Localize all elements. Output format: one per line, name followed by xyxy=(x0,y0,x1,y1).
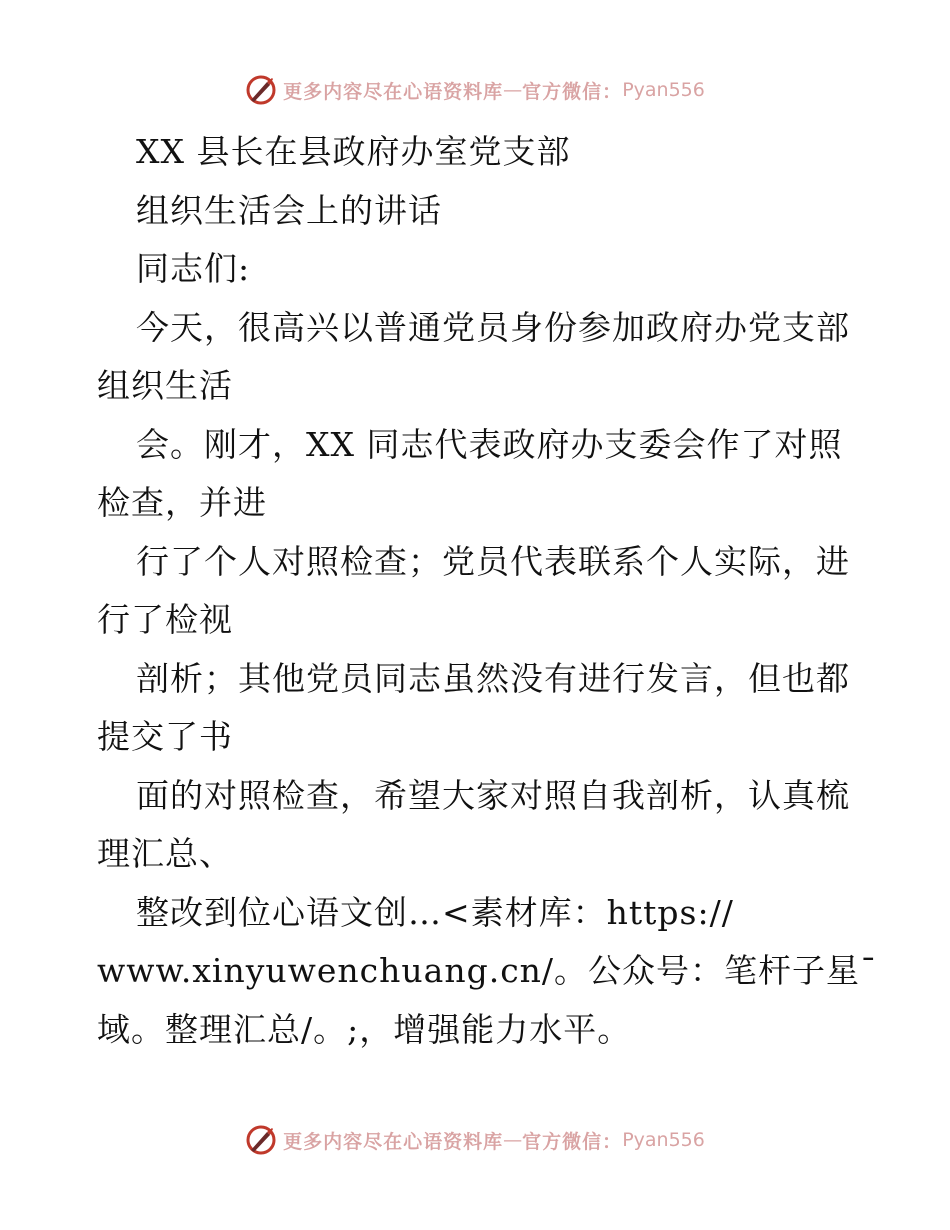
paragraph-line: 行了个人对照检查；党员代表联系个人实际，进 xyxy=(136,541,850,581)
paragraph-line: 面的对照检查，希望大家对照自我剖析，认真梳 xyxy=(136,775,850,815)
quill-pen-logo-icon xyxy=(245,74,277,106)
banner-dash: — xyxy=(503,79,523,101)
banner-main-text: 更多内容尽在心语资料库 xyxy=(283,1130,504,1153)
salutation: 同志们: xyxy=(136,249,251,288)
banner-wechat-id: Pyan556 xyxy=(622,1129,705,1151)
paragraph-line: 今天，很高兴以普通党员身份参加政府办党支部 xyxy=(136,307,850,347)
banner-main-text: 更多内容尽在心语资料库 xyxy=(283,80,504,103)
paragraph-line: www.xinyuwenchuang.cn/。公众号：笔杆子星¯ xyxy=(97,951,878,990)
paragraph-line: 行了检视 xyxy=(97,600,233,639)
paragraph-line: 理汇总、 xyxy=(97,834,233,873)
banner-wechat-id: Pyan556 xyxy=(622,79,705,101)
banner-wechat-label: 官方微信： xyxy=(522,1130,623,1153)
paragraph-line: 提交了书 xyxy=(97,717,233,756)
paragraph-line: 剖析；其他党员同志虽然没有进行发言，但也都 xyxy=(136,658,850,698)
paragraph-line: 会。刚才，XX 同志代表政府办支委会作了对照 xyxy=(136,424,843,464)
footer-banner xyxy=(0,1122,950,1158)
title-line-1: XX 县长在县政府办室党支部 xyxy=(136,132,571,171)
paragraph-line: 检查，并进 xyxy=(97,483,267,522)
banner-wechat-label: 官方微信： xyxy=(522,80,623,103)
quill-pen-logo-icon xyxy=(245,1124,277,1156)
paragraph-line: 域。整理汇总/。;，增强能力水平。 xyxy=(97,1009,632,1049)
paragraph-line: 组织生活 xyxy=(97,366,233,405)
title-line-2: 组织生活会上的讲话 xyxy=(136,190,442,230)
banner-dash: — xyxy=(503,1129,523,1151)
header-banner xyxy=(0,72,950,108)
paragraph-line: 整改到位心语文创…<素材库：https:// xyxy=(136,892,734,932)
document-body xyxy=(97,123,878,1059)
